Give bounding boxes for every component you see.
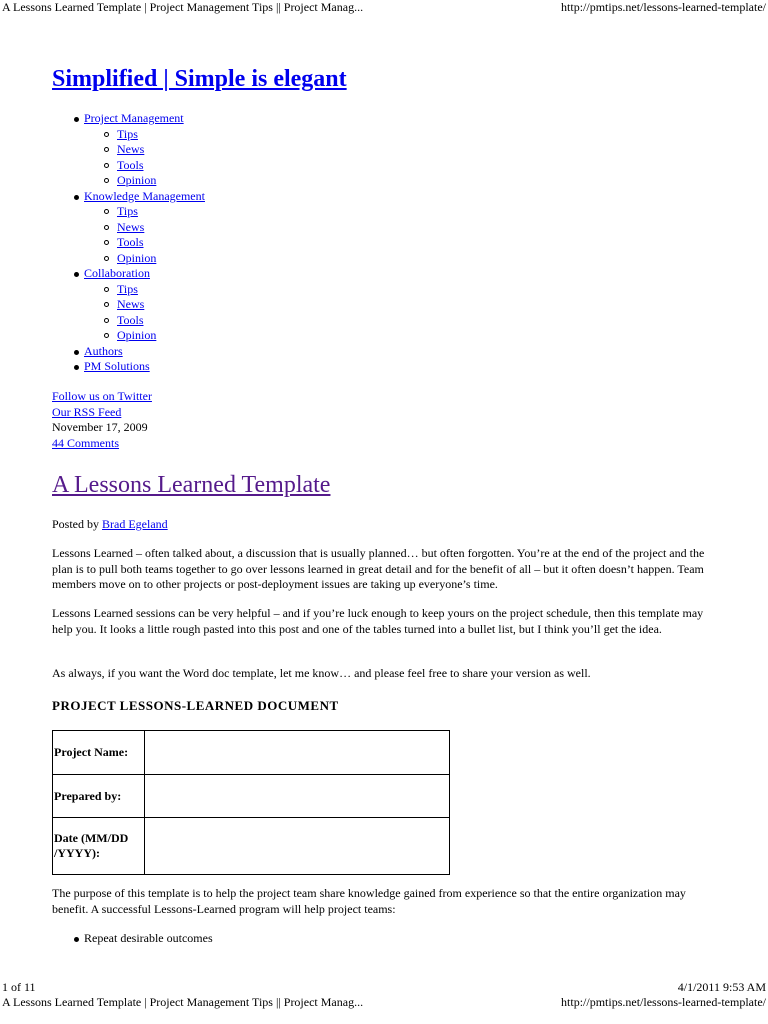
nav-subitem [84,173,205,189]
byline-label: Posted by [52,517,103,531]
nav-sublink-tips[interactable]: Tips [117,281,138,296]
circle-bullet-icon [104,225,109,230]
paragraph-intro: Lessons Learned – often talked about, a discussion that is usually planned… but often forgotten. You’re at the end of the project and the plan is to pull both teams together to go over lessons learned in great detail and for the benefit of all – but it often doesn’t happen. Team members move on to other projects or post-deployment issues are taking up everyone’s time. [52,546,705,591]
post-meta [52,389,152,451]
document-heading: PROJECT LESSONS-LEARNED DOCUMENT [52,698,339,713]
nav-sublist [84,282,205,344]
nav-sublink-tools[interactable]: Tools [117,312,144,327]
circle-bullet-icon [104,302,109,307]
prepared-by-value [145,775,450,818]
nav-subitem [84,297,205,313]
bullet-icon [74,350,79,355]
main-nav [52,111,205,375]
nav-item-pm-solutions [52,359,205,375]
project-name-label: Project Name: [53,731,145,775]
nav-item-authors [52,344,205,360]
nav-sublist [84,204,205,266]
nav-sublink-tools[interactable]: Tools [117,157,144,172]
print-footer-url: http://pmtips.net/lessons-learned-template/ [561,995,766,1009]
prepared-by-label: Prepared by: [53,775,145,818]
date-label: Date (MM/DD /YYYY): [53,818,145,875]
paragraph-purpose: The purpose of this template is to help the project team share knowledge gained from experience so that the entire organization may benefit. A successful Lessons-Learned program will help project teams: [52,886,686,916]
twitter-link[interactable]: Follow us on Twitter [52,389,152,403]
nav-link-project-management[interactable]: Project Management [84,111,184,125]
nav-link-knowledge-management[interactable]: Knowledge Management [84,188,205,203]
nav-item-collaboration [52,266,205,344]
nav-sublink-opinion[interactable]: Opinion [117,250,157,265]
rss-feed-link[interactable]: Our RSS Feed [52,404,122,419]
print-datetime: 4/1/2011 9:53 AM [677,980,766,994]
nav-item-project-management [52,111,205,189]
byline [52,517,722,533]
bullet-icon [74,937,79,942]
paragraph-word-doc: As always, if you want the Word doc template, let me know… and please feel free to share your version as well. [52,666,591,680]
table-row [53,775,450,818]
page-number: 1 of 11 [2,980,36,994]
list-item-text: Repeat desirable outcomes [84,931,213,945]
nav-subitem [84,328,205,344]
print-footer-title: A Lessons Learned Template | Project Management Tips || Project Manag... [2,995,364,1009]
nav-subitem [84,142,205,158]
table-row [53,818,450,875]
print-header-url: http://pmtips.net/lessons-learned-template/ [561,0,766,14]
site-title-link[interactable]: Simplified | Simple is elegant [52,66,347,92]
circle-bullet-icon [104,333,109,338]
nav-link-pm-solutions[interactable]: PM Solutions [84,359,150,373]
circle-bullet-icon [104,256,109,261]
list-item [52,931,213,947]
date-value [145,818,450,875]
bullet-icon [74,117,79,122]
bullet-icon [74,272,79,277]
circle-bullet-icon [104,178,109,183]
comments-link[interactable]: 44 Comments [52,435,120,450]
nav-sublink-news[interactable]: News [117,142,145,156]
nav-subitem [84,313,205,329]
nav-subitem [84,220,205,236]
nav-subitem [84,204,205,220]
paragraph-sessions: Lessons Learned sessions can be very helpful – and if you’re luck enough to keep yours on the project schedule, then this template may help you. It looks a little rough pasted into this post and one of the tables turned into a bullet list, but I think you’ll get the idea. [52,606,704,636]
nav-subitem [84,158,205,174]
circle-bullet-icon [104,132,109,137]
nav-sublink-news[interactable]: News [117,219,145,234]
nav-link-authors[interactable]: Authors [84,343,123,358]
author-link[interactable]: Brad Egeland [102,517,168,531]
nav-list [52,111,205,375]
circle-bullet-icon [104,287,109,292]
circle-bullet-icon [104,318,109,323]
post-title [52,470,330,500]
nav-sublink-tips[interactable]: Tips [117,126,138,141]
bullet-icon [74,365,79,370]
circle-bullet-icon [104,209,109,214]
nav-subitem [84,282,205,298]
post-date: November 17, 2009 [52,420,148,434]
post-title-link[interactable]: A Lessons Learned Template [52,472,331,498]
bullet-icon [74,195,79,200]
outcomes-list [52,931,213,947]
nav-sublist [84,127,205,189]
print-header-title: A Lessons Learned Template | Project Management Tips || Project Manag... [2,0,364,14]
nav-subitem [84,251,205,267]
nav-link-collaboration[interactable]: Collaboration [84,266,150,280]
circle-bullet-icon [104,240,109,245]
circle-bullet-icon [104,147,109,152]
nav-sublink-news[interactable]: News [117,297,145,311]
nav-subitem [84,127,205,143]
nav-sublink-opinion[interactable]: Opinion [117,328,157,342]
nav-subitem [84,235,205,251]
table-row [53,731,450,775]
nav-sublink-opinion[interactable]: Opinion [117,173,157,187]
project-info-table [52,730,450,875]
site-title [52,64,347,94]
nav-sublink-tips[interactable]: Tips [117,204,138,218]
nav-sublink-tools[interactable]: Tools [117,235,144,249]
circle-bullet-icon [104,163,109,168]
nav-item-knowledge-management [52,189,205,267]
project-name-value [145,731,450,775]
